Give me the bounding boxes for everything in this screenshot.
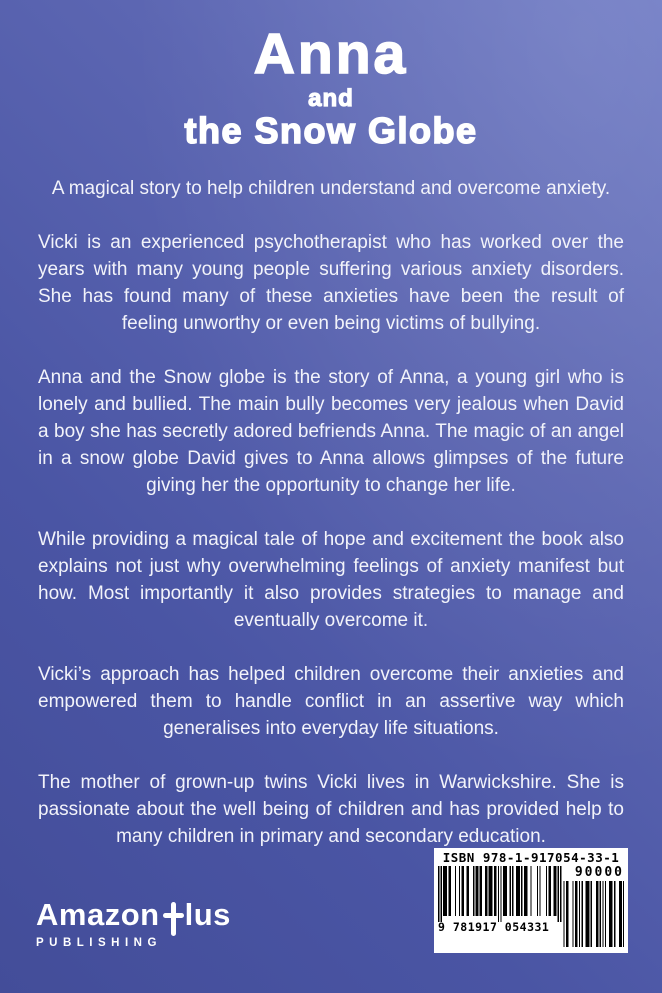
author-paragraph-2: The mother of grown-up twins Vicki lives in Warwickshire. She is passionate about the well being of children and has provided help to many children in primary and secondary education. <box>38 771 624 847</box>
publisher-wordmark-right: lus <box>184 897 231 932</box>
author-paragraph-1: Vicki’s approach has helped children overcome their anxieties and empowered them to handle conflict in an assertive way which generalises into everyday life situations. <box>38 663 624 739</box>
publisher-subtitle: PUBLISHING <box>36 937 162 949</box>
ean13-barcode <box>438 866 562 933</box>
tagline: A magical story to help children understand and overcome anxiety. <box>51 177 611 199</box>
plus-icon <box>163 902 184 932</box>
isbn-label: ISBN 978-1-917054-33-1 <box>442 850 620 865</box>
synopsis-paragraph-1: Vicki is an experienced psychotherapist who has worked over the years with many young people suffering various anxiety disorders. She has found many of these anxieties have been the result of feeling unworthy or even being victims of bullying. <box>38 231 624 334</box>
supplement-bars <box>562 881 624 947</box>
title-line-1: Anna <box>253 22 409 86</box>
barcode-bars-row <box>438 866 624 947</box>
publisher-wordmark <box>36 899 231 932</box>
synopsis-paragraph-3: While providing a magical tale of hope and excitement the book also explains not just why overwhelming feelings of anxiety manifest but how. Most importantly it also provides strategies to manage and eventually overcome it. <box>38 528 624 631</box>
title-line-3: the Snow Globe <box>184 110 478 152</box>
synopsis-paragraph-2: Anna and the Snow globe is the story of Anna, a young girl who is lonely and bullied. The main bully becomes very jealous when David a boy she has secretly adored befriends Anna. The magic of an angel in a snow globe David gives to Anna allows glimpses of the future giving her the opportunity to change her life. <box>38 366 624 496</box>
book-title <box>38 22 624 152</box>
supplement-barcode <box>562 866 624 947</box>
barcode-digits: 9 781917 054331 <box>438 920 550 934</box>
barcode <box>434 848 628 953</box>
supplement-number: 90000 <box>574 865 624 880</box>
publisher-logo <box>36 899 231 949</box>
publisher-wordmark-left: Amazon <box>36 897 160 932</box>
title-line-2: and <box>308 85 354 112</box>
ean13-bars <box>438 866 562 922</box>
